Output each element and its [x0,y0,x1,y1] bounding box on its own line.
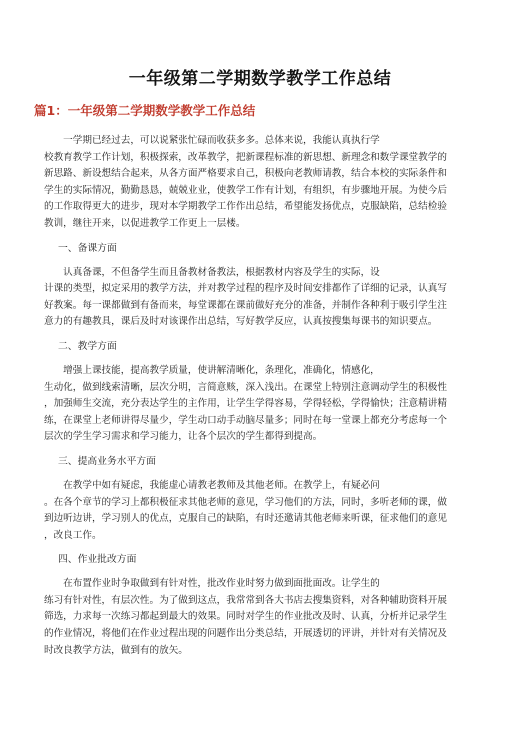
text-line: 一学期已经过去，可以说紧张忙碌而收获多多。总体来说，我能认真执行学 [44,135,380,146]
section-paragraph-homework [44,576,476,659]
text-line: 教训，继往开来，以促进教学工作更上一层楼。 [44,217,246,229]
text-line: 新思路、新设想结合起来，从各方面严格要求自己，积极向老教师请教，结合本校的实际条件和 [44,168,447,180]
section-heading-homework: 四、作业批改方面 [58,554,137,566]
text-line: 学生的实际情况，勤勤恳恳，兢兢业业，使教学工作有计划，有组织，有步骤地开展。为使今后 [44,184,447,196]
text-line: 练习有针对性，有层次性。为了做到这点，我常常到各大书店去搜集资料，对各种辅助资料开展 [44,594,447,606]
section-heading-teaching: 二、教学方面 [58,340,117,352]
text-line: 校教育教学工作计划，积极探索，改革教学，把新课程标准的新思想、新理念和数学课堂教学的 [44,151,447,163]
text-line: 生动化，做到线索清晰，层次分明，言简意赅，深入浅出。在课堂上特别注意调动学生的积极性 [44,381,447,393]
section-paragraph-professional-growth [44,478,476,544]
text-line: 好教案。每一课都做到有备而来，每堂课都在课前做好充分的准备，并制作各种利于吸引学生注 [44,299,447,311]
text-line: 增强上课技能，提高教学质量，使讲解清晰化，条理化，准确化，情感化， [44,364,380,376]
text-line: 筛选，力求每一次练习都起到最大的效果。同时对学生的作业批改及时、认真，分析并记录学生 [44,611,447,623]
text-line: 的作业情况，将他们在作业过程出现的问题作出分类总结，开展透切的评讲，并针对有关情况及 [44,628,447,640]
text-line: 的工作取得更大的进步，现对本学期教学工作作出总结，希望能发扬优点，克服缺陷，总结检验 [44,201,447,213]
text-line: 。在各个章节的学习上都积极征求其他老师的意见，学习他们的方法，同时，多听老师的课，做 [44,496,447,508]
text-line: ，加强师生交流，充分表达学生的主作用，让学生学得容易，学得轻松，学得愉快；注意精讲精 [44,398,447,410]
text-line: 在教学中如有疑虑，我能虚心请教老教师及其他老师。在教学上，有疑必问 [44,479,380,491]
document-title: 一年级第二学期数学教学工作总结 [128,69,392,89]
text-line: 层次的学生学习需求和学习能力，让各个层次的学生都得到提高。 [44,431,323,443]
section-heading-lesson-prep: 一、备课方面 [58,242,117,254]
text-line: 练，在课堂上老师讲得尽量少，学生动口动手动脑尽量多；同时在每一堂课上都充分考虑每一个 [44,414,447,426]
text-line: 到边听边讲，学习别人的优点，克服自己的缺陷，有时还邀请其他老师来听课，征求他们的意见 [44,513,447,525]
text-line: 认真备课，不但备学生而且备教材备教法，根据教材内容及学生的实际，设 [44,266,380,278]
section-heading-professional-growth: 三、提高业务水平方面 [58,455,156,467]
text-line: ，改良工作。 [44,529,102,541]
section-paragraph-lesson-prep [44,265,476,331]
intro-paragraph [44,133,476,233]
text-line: 计课的类型，拟定采用的教学方法，并对教学过程的程序及时间安排都作了详细的记录，认真写 [44,283,447,295]
text-line: 意力的有趣教具，课后及时对该课作出总结，写好教学反应，认真按搜集每课书的知识要点。 [44,316,438,328]
text-line: 时改良教学方法，做到有的放矢。 [44,644,188,656]
text-line: 在布置作业时争取做到有针对性，批改作业时努力做到面批面改。让学生的 [44,578,380,590]
section-paragraph-teaching [44,363,476,446]
document-subtitle: 篇1：一年级第二学期数学教学工作总结 [34,103,256,118]
